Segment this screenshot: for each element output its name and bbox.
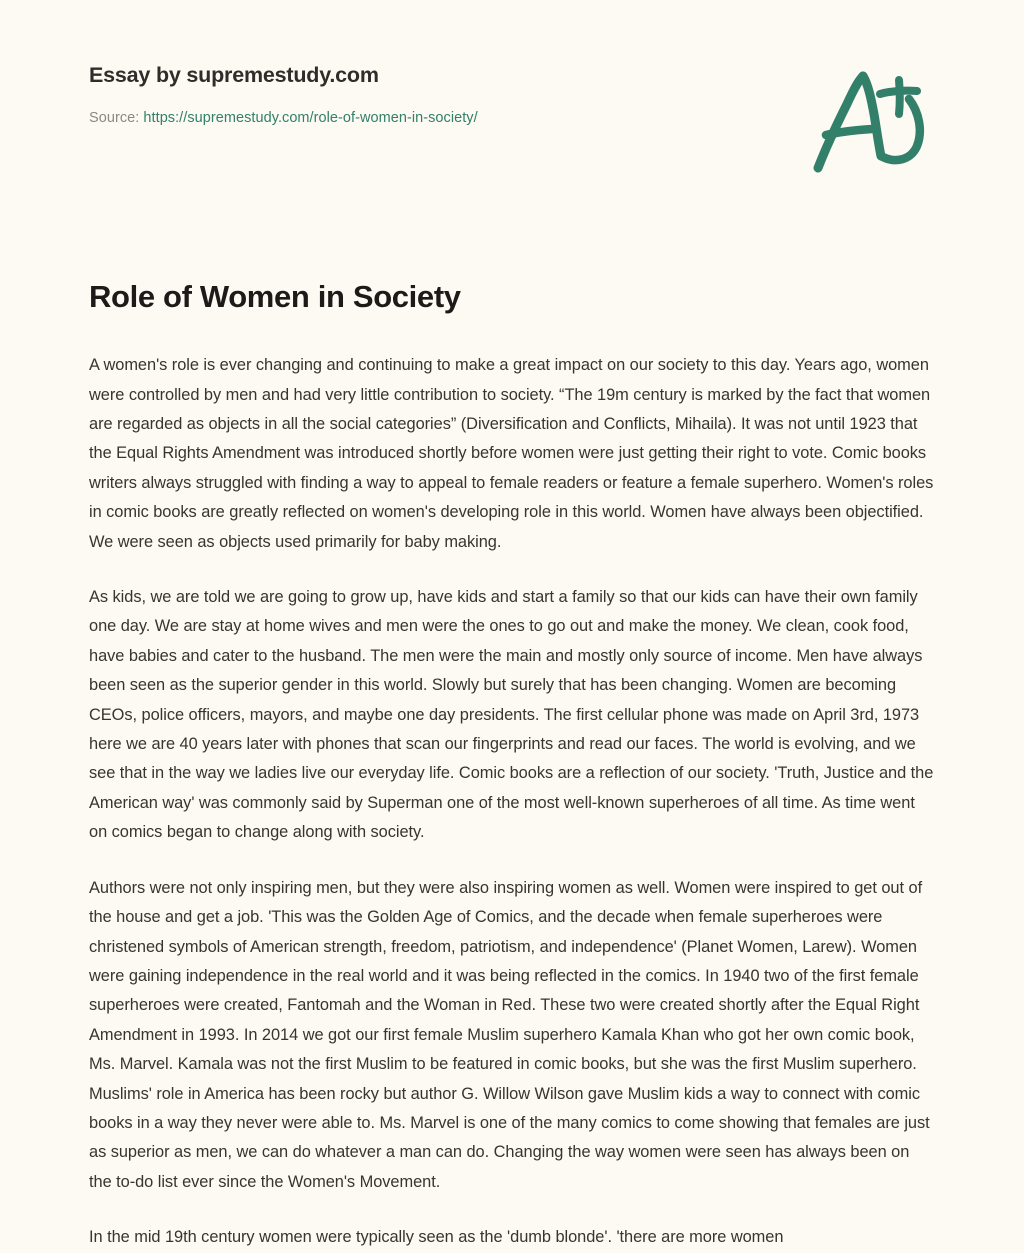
paragraph: As kids, we are told we are going to grow up, have kids and start a family so that our kids can have their own family one day. We are stay at home wives and men were the ones to go out and make the money. We clean, cook food, have babies and cater to the husband. The men were the main and mostly only source of income. Men have always been seen as the superior gender in this world. Slowly but surely that has been changing. Women are becoming CEOs, police officers, mayors, and maybe one day presidents. The first cellular phone was made on April 3rd, 1973 here we are 40 years later with phones that scan our fingerprints and read our faces. The world is evolving, and we see that in the way we ladies live our everyday life. Comic books are a reflection of our society. 'Truth, Justice and the American way' was commonly said by Superman one of the most well-known superheroes of all time. As time went on comics began to change along with society.: [89, 588, 934, 842]
paragraph: In the mid 19th century women were typically seen as the 'dumb blonde'. 'there are more women: [89, 1228, 784, 1247]
source-url-link[interactable]: https://supremestudy.com/role-of-women-in-society/: [143, 109, 478, 126]
source-label: Source:: [89, 109, 140, 126]
source-line: [89, 109, 935, 129]
essay-attribution: Essay by supremestudy.com: [89, 63, 379, 87]
page-title: Role of Women in Society: [89, 279, 461, 314]
article-body: [89, 351, 935, 1252]
page-header: [89, 0, 935, 190]
article: [89, 278, 935, 1253]
paragraph: A women's role is ever changing and continuing to make a great impact on our society to this day. Years ago, women were controlled by men and had very little contribution to society. “The 19m century is marked by the fact that women are regarded as objects in all the social categories” (Diversification and Conflicts, Mihaila). It was not until 1923 that the Equal Rights Amendment was introduced shortly before women were just getting their right to vote. Comic books writers always struggled with finding a way to appeal to female readers or feature a female superhero. Women's roles in comic books are greatly reflected on women's developing role in this world. Women have always been objectified. We were seen as objects used primarily for baby making.: [89, 356, 934, 551]
paragraph: Authors were not only inspiring men, but they were also inspiring women as well. Women were inspired to get out of the house and get a job. 'This was the Golden Age of Comics, and the decade when female superheroes were christened symbols of American strength, freedom, patriotism, and independence' (Planet Women, Larew). Women were gaining independence in the real world and it was being reflected in the comics. In 1940 two of the first female superheroes were created, Fantomah and the Woman in Red. These two were created shortly after the Equal Right Amendment in 1993. In 2014 we got our first female Muslim superhero Kamala Khan who got her own comic book, Ms. Marvel. Kamala was not the first Muslim to be featured in comic books, but she was the first Muslim superhero. Muslims' role in America has been rocky but author G. Willow Wilson gave Muslim kids a way to connect with comic books in a way they never were able to. Ms. Marvel is one of the many comics to come showing that females are just as superior as men, we can do whatever a man can do. Changing the way women were seen has always been on the to-do list ever since the Women's Movement.: [89, 878, 930, 1191]
